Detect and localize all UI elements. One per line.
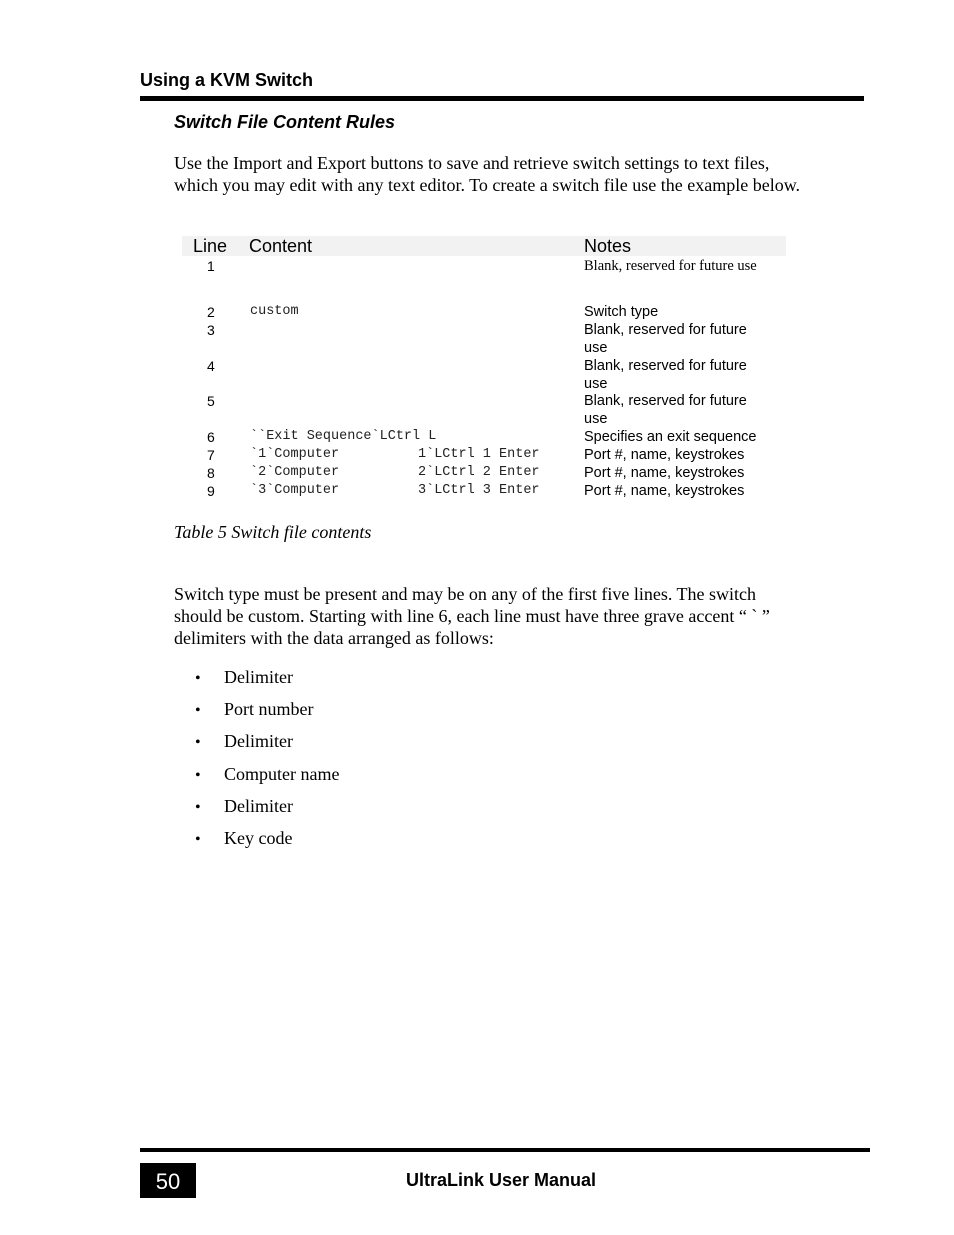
row-2-line: 2 <box>207 304 215 320</box>
row-1-line: 1 <box>207 258 215 274</box>
row-8-line: 8 <box>207 465 215 481</box>
page-header-title: Using a KVM Switch <box>140 70 314 90</box>
row-7-keycode: 1`LCtrl 1 Enter <box>418 447 540 462</box>
row-6-notes: Specifies an exit sequence <box>584 429 757 445</box>
section-title: Switch File Content Rules <box>174 112 396 132</box>
header-notes: Notes <box>584 236 632 256</box>
row-5-line: 5 <box>207 393 215 409</box>
row-8-keycode: 2`LCtrl 2 Enter <box>418 465 540 480</box>
list-item-text: Key code <box>224 827 293 848</box>
row-7-content: `1`Computer <box>250 447 340 462</box>
row-9-line: 9 <box>207 483 215 499</box>
row-6-line: 6 <box>207 429 215 445</box>
bullet-icon: • <box>195 766 201 784</box>
header-rule <box>140 96 864 101</box>
intro-paragraph: Use the Import and Export buttons to save and retrieve switch settings to text files, which you may edit with any text editor. To create a switch file use the example below. <box>174 153 801 195</box>
bullet-icon: • <box>195 734 201 752</box>
row-4-notes: Blank, reserved for future use <box>584 358 747 392</box>
bullet-icon: • <box>195 670 201 687</box>
row-1-notes: Blank, reserved for future use <box>584 258 757 274</box>
row-4-line: 4 <box>207 358 215 374</box>
row-8-content: `2`Computer <box>250 465 340 480</box>
row-7-notes: Port #, name, keystrokes <box>584 447 745 463</box>
row-2-content: custom <box>250 304 299 319</box>
table-caption: Table 5 Switch file contents <box>174 522 372 542</box>
bullet-icon: • <box>195 702 201 720</box>
list-item-text: Delimiter <box>224 795 293 816</box>
row-9-keycode: 3`LCtrl 3 Enter <box>418 483 540 498</box>
page-number: 50 <box>140 1163 196 1198</box>
row-9-notes: Port #, name, keystrokes <box>584 483 745 499</box>
row-9-content: `3`Computer <box>250 483 340 498</box>
row-6-content: ``Exit Sequence`LCtrl L <box>250 429 437 444</box>
list-item-text: Delimiter <box>224 667 293 687</box>
list-item-text: Delimiter <box>224 731 293 752</box>
footer-rule <box>140 1148 870 1152</box>
rules-paragraph: Switch type must be present and may be on any of the first five lines. The switch should be custom. Starting with line 6, each line must have three grave accent “ ` ” delimiters with the data arranged as follows: <box>174 584 770 648</box>
list-item-text: Port number <box>224 699 314 720</box>
list-item-text: Computer name <box>224 763 340 784</box>
bullet-icon: • <box>195 798 201 816</box>
header-content: Content <box>249 236 313 256</box>
footer-title: UltraLink User Manual <box>406 1170 597 1190</box>
row-8-notes: Port #, name, keystrokes <box>584 465 745 481</box>
row-3-notes: Blank, reserved for future use <box>584 322 747 356</box>
row-3-line: 3 <box>207 322 215 338</box>
row-7-line: 7 <box>207 447 215 463</box>
header-line: Line <box>193 236 228 256</box>
bullet-icon: • <box>195 830 201 848</box>
row-5-notes: Blank, reserved for future use <box>584 393 747 427</box>
row-2-notes: Switch type <box>584 304 659 320</box>
